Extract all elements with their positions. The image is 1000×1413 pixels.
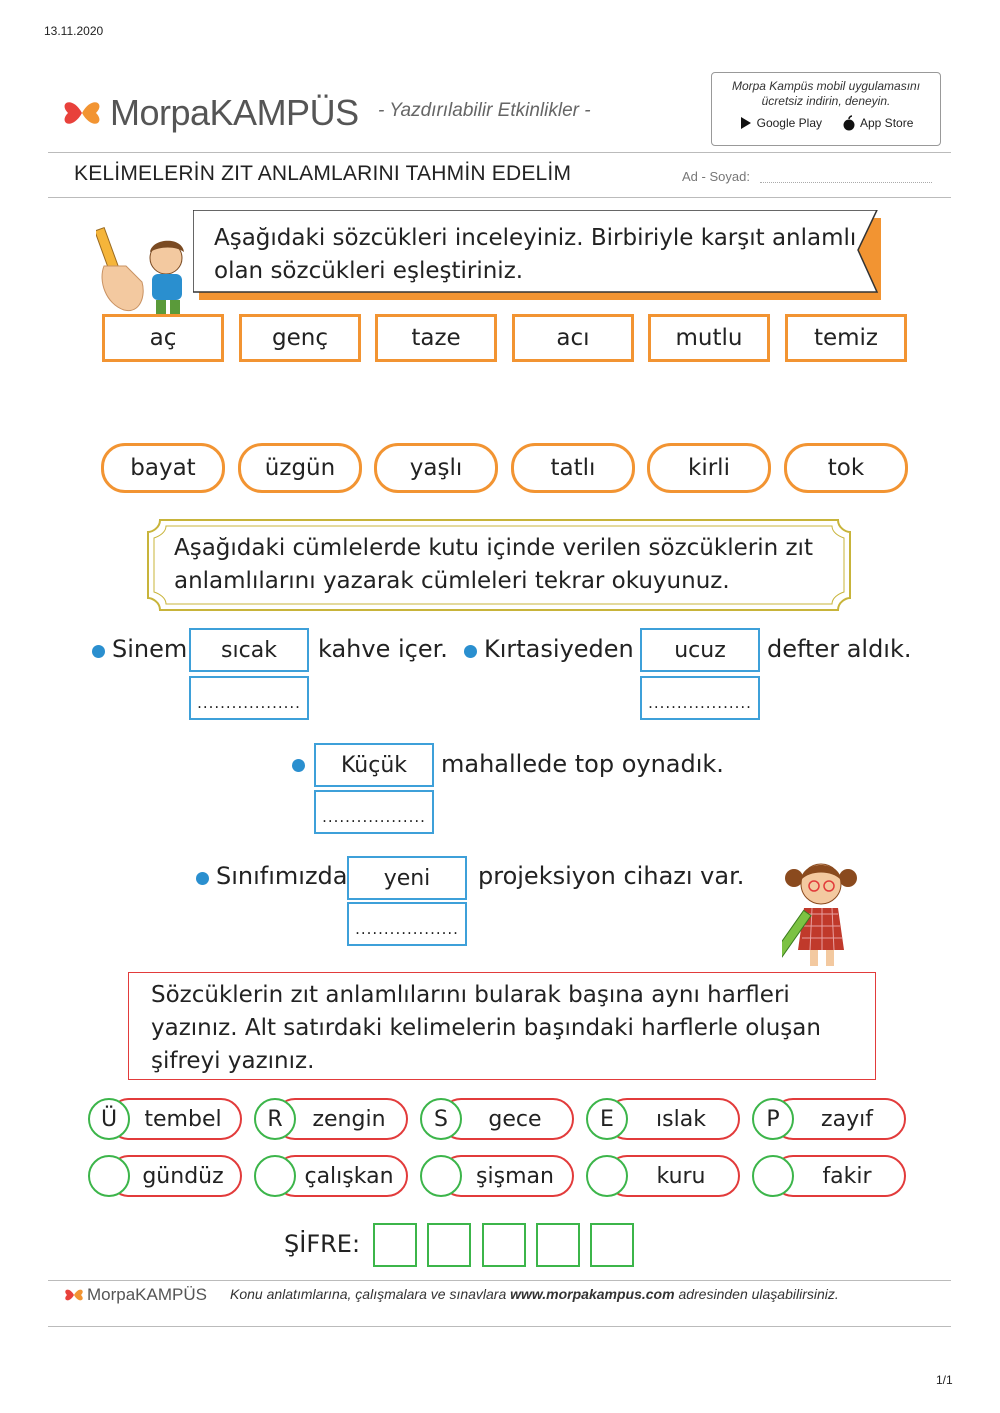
word-box[interactable]: genç (239, 314, 361, 362)
cipher-box[interactable] (427, 1223, 471, 1267)
word-pill[interactable]: kirli (647, 443, 771, 493)
word-box[interactable]: taze (375, 314, 497, 362)
word-pill[interactable]: yaşlı (374, 443, 498, 493)
bullet (464, 645, 477, 658)
sentence2-word: ucuz (640, 628, 760, 672)
sentence1-word: sıcak (189, 628, 309, 672)
word-pill[interactable]: tok (784, 443, 908, 493)
word-pair (254, 1155, 408, 1197)
sentence3-end: mahallede top oynadık. (441, 750, 724, 778)
brand-name: MorpaKAMPÜS (110, 92, 359, 133)
letter-circle[interactable] (752, 1155, 794, 1197)
sentence2-start: Kırtasiyeden (484, 635, 634, 663)
page-number: 1/1 (936, 1373, 953, 1387)
word-box[interactable]: acı (512, 314, 634, 362)
sentence4-answer[interactable]: .................. (347, 902, 467, 946)
google-play-link[interactable]: Google Play (739, 115, 822, 131)
word-pair (586, 1098, 740, 1140)
cipher-label: ŞİFRE: (284, 1230, 361, 1258)
word-box[interactable]: aç (102, 314, 224, 362)
sentence4-end: projeksiyon cihazı var. (478, 862, 745, 890)
letter-circle[interactable] (254, 1155, 296, 1197)
word-pill: kuru (606, 1155, 740, 1197)
word-pill: ıslak (606, 1098, 740, 1140)
sentence1-start: Sinem (112, 635, 188, 663)
name-label: Ad - Soyad: (682, 169, 750, 184)
footer-brand: MorpaKAMPÜS (87, 1285, 207, 1304)
word-pill[interactable]: tatlı (511, 443, 635, 493)
letter-circle[interactable] (586, 1155, 628, 1197)
divider (48, 152, 951, 153)
word-pair (420, 1098, 574, 1140)
divider (48, 1326, 951, 1327)
letter-circle[interactable]: S (420, 1098, 462, 1140)
footer-text: Konu anlatımlarına, çalışmalara ve sınavlara www.morpakampus.com adresinden ulaşabilirsiniz. (230, 1286, 839, 1302)
girl-with-pencil-icon (782, 856, 862, 972)
boy-with-pencil-icon (96, 226, 200, 316)
promo-text: Morpa Kampüs mobil uygulamasını ücretsiz indirin, deneyin. (731, 79, 921, 108)
letter-circle[interactable]: P (752, 1098, 794, 1140)
sentence2-end: defter aldık. (767, 635, 912, 663)
apple-icon (842, 115, 856, 131)
app-store-link[interactable]: App Store (842, 115, 913, 131)
instruction-text-3: Sözcüklerin zıt anlamlılarını bularak başına aynı harfleri yazınız. Alt satırdaki kelimelerin başındaki harflerle oluşan şifreyi yazınız. (151, 982, 821, 1074)
word-pair (254, 1098, 408, 1140)
word-pill: gece (440, 1098, 574, 1140)
bullet (196, 872, 209, 885)
word-box[interactable]: temiz (785, 314, 907, 362)
letter-circle[interactable]: Ü (88, 1098, 130, 1140)
word-pill[interactable]: üzgün (238, 443, 362, 493)
name-field[interactable] (760, 172, 932, 183)
word-pair (420, 1155, 574, 1197)
letter-circle[interactable] (420, 1155, 462, 1197)
sentence4-word: yeni (347, 856, 467, 900)
subtitle: - Yazdırılabilir Etkinlikler - (378, 100, 591, 121)
word-pill: zengin (274, 1098, 408, 1140)
page-title: KELİMELERİN ZIT ANLAMLARINI TAHMİN EDELİM (74, 162, 572, 185)
butterfly-icon (64, 1287, 84, 1303)
cipher-box[interactable] (482, 1223, 526, 1267)
divider (48, 197, 951, 198)
sentence3-answer[interactable]: .................. (314, 790, 434, 834)
word-pair (88, 1155, 242, 1197)
word-pill: şişman (440, 1155, 574, 1197)
sentence4-start: Sınıfımızda (216, 862, 348, 890)
word-pill: çalışkan (274, 1155, 408, 1197)
footer-logo (64, 1285, 207, 1305)
app-promo-box (711, 72, 941, 146)
bullet (292, 759, 305, 772)
bullet (92, 645, 105, 658)
word-pair (586, 1155, 740, 1197)
word-pill: fakir (772, 1155, 906, 1197)
divider (48, 1280, 951, 1281)
sentence1-end: kahve içer. (318, 635, 448, 663)
cipher-box[interactable] (373, 1223, 417, 1267)
morpa-logo (62, 92, 359, 134)
word-pill: gündüz (108, 1155, 242, 1197)
letter-circle[interactable] (88, 1155, 130, 1197)
instruction-text-2: Aşağıdaki cümlelerde kutu içinde verilen sözcüklerin zıt anlamlılarını yazarak cümleleri tekrar okuyunuz. (174, 535, 813, 594)
cipher-box[interactable] (590, 1223, 634, 1267)
sentence2-answer[interactable]: .................. (640, 676, 760, 720)
word-pair (88, 1098, 242, 1140)
print-date: 13.11.2020 (44, 24, 104, 38)
letter-circle[interactable]: R (254, 1098, 296, 1140)
website-link[interactable]: www.morpakampus.com (510, 1286, 675, 1302)
word-pill: zayıf (772, 1098, 906, 1140)
cipher-box[interactable] (536, 1223, 580, 1267)
word-pill: tembel (108, 1098, 242, 1140)
word-pair (752, 1155, 906, 1197)
word-box[interactable]: mutlu (648, 314, 770, 362)
word-pair (752, 1098, 906, 1140)
instruction-text-1: Aşağıdaki sözcükleri inceleyiniz. Birbiriyle karşıt anlamlı olan sözcükleri eşleştiriniz. (214, 225, 857, 284)
word-pill[interactable]: bayat (101, 443, 225, 493)
sentence1-answer[interactable]: .................. (189, 676, 309, 720)
butterfly-icon (62, 97, 102, 129)
play-icon (739, 116, 753, 130)
sentence3-word: Küçük (314, 743, 434, 787)
letter-circle[interactable]: E (586, 1098, 628, 1140)
